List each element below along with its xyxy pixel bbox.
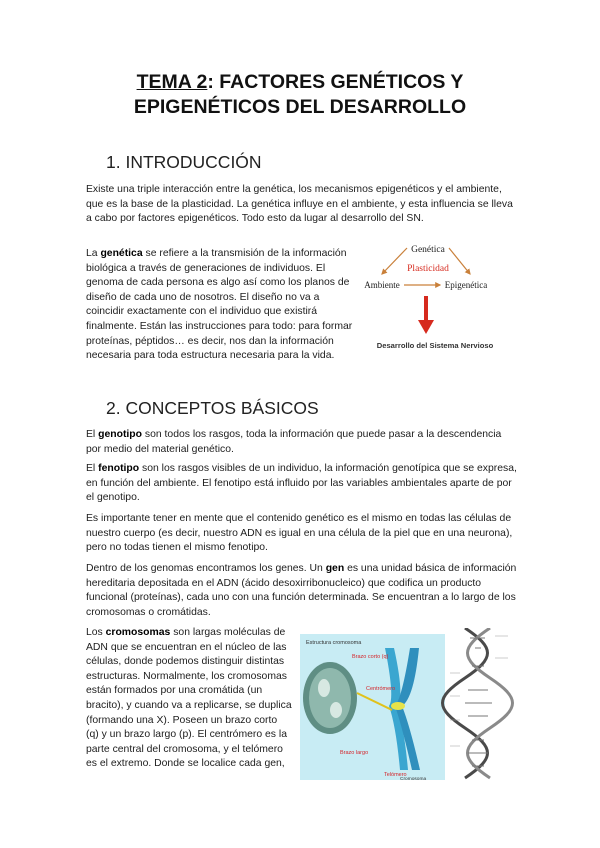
label-brazo-corto: Brazo corto (q) [352, 654, 389, 660]
label-centromero: Centrómero [366, 686, 396, 692]
paragraph-contenido-genetico: Es importante tener en mente que el contenido genético es el mismo en todas las células de nuestro cuerpo (es decir, nuestro ADN es igual en una célula de la piel que en una neurona), pero no todas tienen el mismo fenotipo. [86, 513, 513, 554]
main-arrow-shaft [424, 296, 428, 320]
title-rest: : FACTORES GENÉTICOS Y [207, 71, 464, 93]
nucleus-highlight [318, 679, 330, 697]
page-title [60, 70, 540, 120]
paragraph-fenotipo [86, 462, 518, 506]
genotipo-term: genotipo [98, 429, 143, 440]
genetica-post: se refiere a la transmisión de la información biológica a través de generaciones de individuos. El genoma de cada persona es algo así como los planos de diseño de cada uno de nosotros. El diseño no va a coincidir exactamente con el individuo que existirá finalmente. Están las instrucciones para todo: para formar proteínas, péptidos… es decir, nos dan la información necesaria para toda estructura necesaria para la vida. [86, 248, 353, 362]
nucleus-inner [309, 668, 351, 728]
diagram1-plasticidad: Plasticidad [407, 264, 449, 274]
centromere-mark [391, 702, 405, 710]
label-telomero: Telómero [384, 772, 407, 778]
cromosomas-pre: Los [86, 627, 106, 638]
label-estructura: Estructura cromosoma [306, 640, 362, 646]
gen-pre: Dentro de los genomas encontramos los genes. Un [86, 563, 326, 574]
gen-term: gen [325, 563, 345, 574]
section-heading-introduccion: 1. INTRODUCCIÓN [106, 152, 262, 172]
fenotipo-term: fenotipo [98, 463, 140, 474]
section-heading-conceptos: 2. CONCEPTOS BÁSICOS [106, 398, 319, 418]
diagram1-epigenetica: Epigenética [444, 280, 488, 290]
diagram1-desarrollo: Desarrollo del Sistema Nervioso [376, 341, 494, 350]
paragraph-genotipo [86, 428, 516, 457]
main-arrow-head [418, 320, 434, 334]
chromosome-diagram [300, 628, 530, 780]
fenotipo-pre: El [86, 463, 99, 474]
arrow-genetica-ambiente [382, 248, 407, 274]
fenotipo-post: son los rasgos visibles de un individuo, la información genotípica que se expresa, en función del ambiente. El fenotipo está influido por las variables ambientales aparte de por el genotipo. [86, 463, 517, 504]
genotipo-pre: El [86, 429, 99, 440]
paragraph-cromosomas [86, 626, 292, 772]
cromosomas-term: cromosomas [105, 627, 171, 638]
dna-helix [443, 628, 513, 778]
genotipo-post: son todos los rasgos, toda la información que puede pasar a la descendencia por medio del material genético. [86, 429, 502, 455]
genetica-pre: La [86, 248, 101, 259]
diagram1-genetica: Genética [411, 245, 445, 255]
intro-paragraph-genetica [86, 247, 354, 364]
label-cromosoma: Cromosoma [400, 777, 427, 780]
nucleus-highlight-2 [330, 702, 342, 718]
title-line2: EPIGENÉTICOS DEL DESARROLLO [133, 96, 467, 118]
genetica-term: genética [100, 248, 143, 259]
title-tema: TEMA 2 [136, 71, 208, 93]
gen-post: es una unidad básica de información hereditaria depositada en el ADN (ácido desoxirribonucleico) que codifica un producto funcional (proteínas), cada uno con una función determinada. Se encuentran a lo largo de los cromosomas o cromátidas. [86, 563, 517, 618]
intro-paragraph-1: Existe una triple interacción entre la genética, los mecanismos epigenéticos y el ambiente, que es la base de la plasticidad. La genética influye en el ambiente, y esta influencia se lleva a cabo por factores epigenéticos. Todo esto da lugar al desarrollo del SN. [86, 184, 513, 225]
plasticity-diagram [360, 238, 515, 356]
paragraph-gen [86, 562, 518, 620]
arrow-genetica-epigenetica [449, 248, 470, 274]
label-brazo-largo: Brazo largo [340, 750, 369, 756]
diagram1-ambiente: Ambiente [364, 280, 400, 290]
helix-label-leaders [450, 636, 508, 746]
cromosomas-post: son largas moléculas de ADN que se encuentran en el núcleo de las células, donde podemos distinguir distintas estructuras. Normalmente, los cromosomas están formados por una cromátida (un bracito), y cuando va a replicarse, se duplica (formando una X). Poseen un brazo corto (q) y un brazo largo (p). El centrómero es la parte central del cromosoma, y el telómero es el extremo. Donde se localice cada gen, [86, 627, 292, 770]
